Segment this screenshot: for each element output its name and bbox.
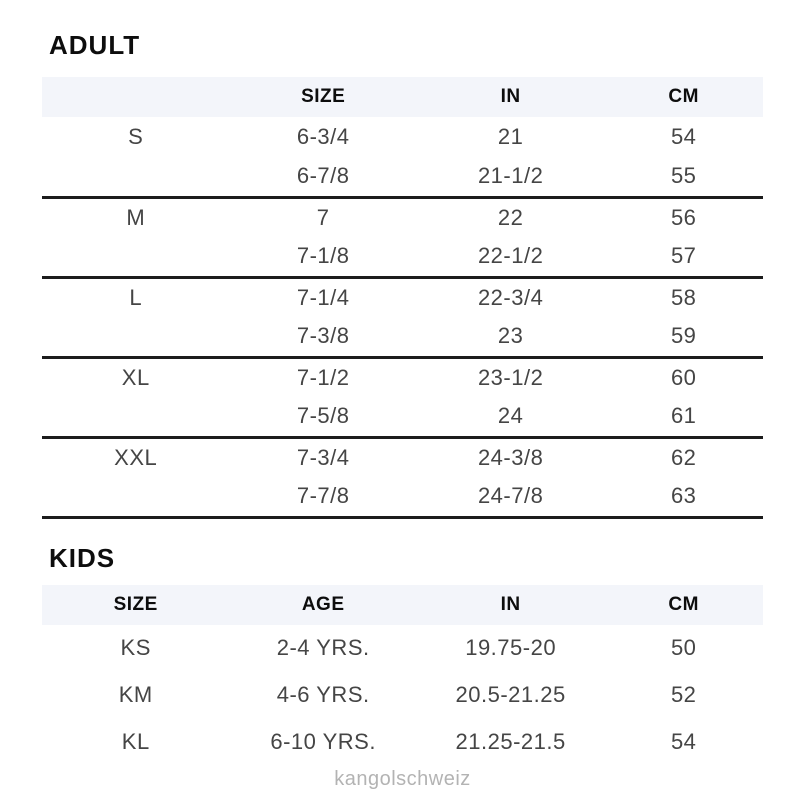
adult-header-row <box>42 77 763 117</box>
kids-section-title: KIDS <box>49 542 116 573</box>
size-label <box>42 477 229 517</box>
in-cell: 24-3/8 <box>477 444 544 470</box>
size-cell: 7-3/8 <box>296 323 350 349</box>
cm-cell: 56 <box>670 204 697 230</box>
table-row <box>42 672 763 719</box>
size-label: XXL <box>114 444 158 470</box>
in-cell: 20.5-21.25 <box>455 682 566 707</box>
age-cell: 2-4 YRS. <box>276 635 370 660</box>
size-label <box>42 237 229 277</box>
table-row <box>42 719 763 766</box>
in-cell: 23-1/2 <box>477 364 544 390</box>
cm-cell: 57 <box>670 243 697 269</box>
in-cell: 19.75-20 <box>465 635 557 660</box>
size-label: S <box>128 124 144 149</box>
size-cell: 7-1/2 <box>296 364 350 390</box>
adult-group-l <box>42 277 763 357</box>
cm-cell: 59 <box>670 323 697 349</box>
size-cell: 7-1/4 <box>296 284 350 310</box>
size-cell: 6-7/8 <box>296 163 350 189</box>
kids-header-cm: CM <box>604 585 763 625</box>
adult-header-blank <box>42 77 229 117</box>
cm-cell: 61 <box>670 403 697 429</box>
adult-header-cm: CM <box>604 77 763 117</box>
table-row <box>42 157 763 197</box>
in-cell: 23 <box>497 323 524 349</box>
cm-cell: 52 <box>670 682 697 707</box>
age-cell: 4-6 YRS. <box>276 682 370 707</box>
kids-header-age: AGE <box>229 585 416 625</box>
adult-header-size: SIZE <box>229 77 416 117</box>
size-label: L <box>129 284 143 310</box>
kids-header-in: IN <box>417 585 604 625</box>
table-row <box>42 237 763 277</box>
adult-header-in: IN <box>417 77 604 117</box>
size-cell: 7 <box>316 204 330 230</box>
adult-section-title: ADULT <box>49 30 141 60</box>
in-cell: 24 <box>497 403 524 429</box>
age-cell: 6-10 YRS. <box>270 729 376 754</box>
size-label: KM <box>118 682 153 707</box>
table-row <box>42 357 763 397</box>
adult-group-m <box>42 197 763 277</box>
cm-cell: 58 <box>670 284 697 310</box>
size-label: KL <box>121 729 150 754</box>
kids-header-row <box>42 585 763 625</box>
table-row <box>42 477 763 517</box>
cm-cell: 54 <box>670 729 697 754</box>
size-label: XL <box>121 364 150 390</box>
cm-cell: 55 <box>670 163 697 189</box>
adult-group-xxl <box>42 437 763 517</box>
table-row <box>42 197 763 237</box>
size-label <box>42 157 229 197</box>
cm-cell: 63 <box>670 483 697 509</box>
table-row <box>42 625 763 672</box>
adult-group-s <box>42 117 763 197</box>
table-row <box>42 317 763 357</box>
cm-cell: 60 <box>670 364 697 390</box>
size-cell: 7-1/8 <box>296 243 350 269</box>
in-cell: 22-3/4 <box>477 284 544 310</box>
size-cell: 7-7/8 <box>296 483 350 509</box>
size-label: KS <box>120 635 151 660</box>
in-cell: 24-7/8 <box>477 483 544 509</box>
in-cell: 22-1/2 <box>477 243 544 269</box>
cm-cell: 62 <box>670 444 697 470</box>
size-cell: 7-5/8 <box>296 403 350 429</box>
table-row <box>42 277 763 317</box>
table-row <box>42 437 763 477</box>
size-cell: 7-3/4 <box>296 444 350 470</box>
in-cell: 21.25-21.5 <box>455 729 566 754</box>
kids-size-table <box>42 585 763 766</box>
in-cell: 22 <box>497 204 524 230</box>
watermark-text: kangolschweiz <box>334 767 471 790</box>
in-cell: 21-1/2 <box>477 163 544 189</box>
size-label <box>42 317 229 357</box>
adult-size-table <box>42 77 763 519</box>
cm-cell: 50 <box>670 635 697 660</box>
size-label <box>42 397 229 437</box>
table-row <box>42 397 763 437</box>
size-cell: 6-3/4 <box>296 124 350 149</box>
adult-group-xl <box>42 357 763 437</box>
table-row <box>42 117 763 157</box>
size-label: M <box>126 204 146 230</box>
cm-cell: 54 <box>670 124 697 149</box>
in-cell: 21 <box>497 124 524 149</box>
kids-header-size: SIZE <box>42 585 229 625</box>
